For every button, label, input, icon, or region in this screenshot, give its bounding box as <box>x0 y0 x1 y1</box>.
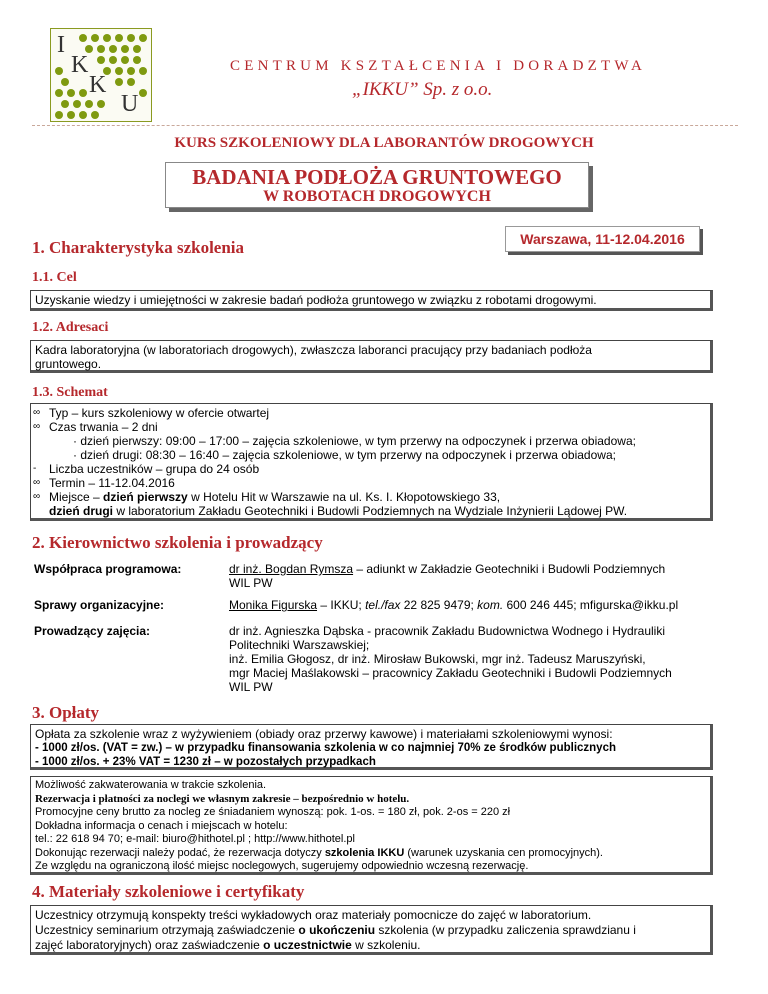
fees-line: - 1000 zł/os. (VAT = zw.) – w przypadku finansowania szkolenia w co najmniej 70% ze środków publicznych <box>35 742 617 754</box>
hotel-line: Ze względu na ograniczoną ilość miejsc noclegowych, sugerujemy odpowiednio wczesną rezerwację. <box>35 860 529 872</box>
row-label: Prowadzący zajęcia: <box>34 624 151 638</box>
row-value: dr inż. Agnieszka Dąbska - pracownik Zakładu Budownictwa Wodnego i Hydrauliki Politechniki Warszawskiej; inż. Emilia Głogosz, dr inż. Mirosław Bukowski, mgr inż. Tadeusz Maruszyński, mgr Maciej Maślakowski – pracownicy Zakładu Geotechniki i Budowli Podziemnych WIL PW <box>229 624 672 694</box>
org-subtitle: „IKKU” Sp. z o.o. <box>352 79 493 100</box>
hotel-box <box>30 776 713 875</box>
schemat-item-cont: dzień drugi w laboratorium Zakładu Geotechniki i Budowli Podziemnych na Wydziale Inżynierii Lądowej PW. <box>49 504 628 518</box>
section-1-heading: 1. Charakterystyka szkolenia <box>32 238 245 257</box>
schemat-box <box>30 403 713 521</box>
section-1-2-heading: 1.2. Adresaci <box>32 320 109 335</box>
logo-letter: U <box>121 91 139 117</box>
logo-letter: K <box>71 52 89 78</box>
schemat-item: Czas trwania – 2 dni <box>49 420 158 434</box>
materials-line: Uczestnicy otrzymują konspekty treści wykładowych oraz materiały pomocnicze do zajęć w laboratorium. <box>35 908 592 922</box>
hotel-line: Dokonując rezerwacji należy podać, że rezerwacja dotyczy szkolenia IKKU (warunek uzyskania cen promocyjnych). <box>35 846 603 859</box>
adresaci-line: Kadra laboratoryjna (w laboratoriach drogowych), zwłaszcza laboranci pracujący przy badaniach podłoża <box>35 343 592 357</box>
header-divider <box>32 125 738 126</box>
section-4-heading: 4. Materiały szkoleniowe i certyfikaty <box>32 882 305 901</box>
cel-text: Uzyskanie wiedzy i umiejętności w zakresie badań podłoża gruntowego w związku z robotami drogowymi. <box>35 293 597 307</box>
date-location: Warszawa, 11-12.04.2016 <box>505 226 700 252</box>
org-name: CENTRUM KSZTAŁCENIA I DORADZTWA <box>230 58 647 74</box>
logo-letter: K <box>89 72 107 98</box>
bullet-icon: ∞ <box>33 491 41 502</box>
section-1-3-heading: 1.3. Schemat <box>32 385 108 400</box>
row-value: Monika Figurska – IKKU; tel./fax 22 825 9479; kom. 600 246 445; mfigurska@ikku.pl <box>229 598 679 612</box>
dash-icon: - <box>33 463 37 474</box>
bullet-icon: ∞ <box>33 421 41 432</box>
section-2-heading: 2. Kierownictwo szkolenia i prowadzący <box>32 533 323 552</box>
materials-line: zajęć laboratoryjnych) oraz zaświadczenie o uczestnictwie w szkoleniu. <box>35 938 421 952</box>
hotel-line: Możliwość zakwaterowania w trakcie szkolenia. <box>35 779 267 791</box>
course-type: KURS SZKOLENIOWY DLA LABORANTÓW DROGOWYCH <box>174 135 594 151</box>
hotel-line: Dokładna informacja o cenach i miejscach w hotelu: <box>35 819 288 832</box>
fees-line: - 1000 zł/os. + 23% VAT = 1230 zł – w pozostałych przypadkach <box>35 756 376 768</box>
row-label: Współpraca programowa: <box>34 562 182 576</box>
schemat-subitem: · dzień pierwszy: 09:00 – 17:00 – zajęcia szkoleniowe, w tym przerwy na odpoczynek i przerwa obiadowa; <box>73 434 636 448</box>
schemat-subitem: · dzień drugi: 08:30 – 16:40 – zajęcia szkoleniowe, w tym przerwy na odpoczynek i przerwa obiadowa; <box>73 448 616 462</box>
adresaci-box <box>30 340 713 373</box>
section-1-1-heading: 1.1. Cel <box>32 270 77 285</box>
company-logo <box>50 28 152 122</box>
hotel-line: Rezerwacja i płatności za noclegi we własnym zakresie – bezpośrednio w hotelu. <box>35 792 410 805</box>
management-table <box>30 562 716 694</box>
title-box <box>165 162 589 208</box>
hotel-line: Promocyjne ceny brutto za nocleg ze śniadaniem wynoszą: pok. 1-os. = 180 zł, pok. 2-os = 220 zł <box>35 806 511 818</box>
schemat-item: Miejsce – dzień pierwszy w Hotelu Hit w Warszawie na ul. Ks. I. Kłopotowskiego 33, <box>49 490 501 504</box>
fees-box <box>30 724 713 770</box>
schemat-item: Termin – 11-12.04.2016 <box>49 476 175 490</box>
bullet-icon: ∞ <box>33 407 41 418</box>
fees-line: Opłata za szkolenie wraz z wyżywieniem (obiady oraz przerwy kawowe) i materiałami szkoleniowymi wynosi: <box>35 727 613 741</box>
materials-box <box>30 905 713 955</box>
section-3-heading: 3. Opłaty <box>32 703 100 722</box>
schemat-item: Typ – kurs szkoleniowy w ofercie otwartej <box>49 406 270 420</box>
row-value: dr inż. Bogdan Rymsza – adiunkt w Zakładzie Geotechniki i Budowli Podziemnych WIL PW <box>229 562 666 590</box>
title-line-2: W ROBOTACH DROGOWYCH <box>263 188 491 205</box>
cel-box <box>30 290 713 311</box>
materials-line: Uczestnicy seminarium otrzymają zaświadczenie o ukończeniu szkolenia (w przypadku zaliczenia sprawdzianu i <box>35 923 636 937</box>
schemat-item: Liczba uczestników – grupa do 24 osób <box>49 462 260 476</box>
adresaci-line: gruntowego. <box>35 357 102 371</box>
bullet-icon: ∞ <box>33 477 41 488</box>
title-line-1: BADANIA PODŁOŻA GRUNTOWEGO <box>192 165 562 189</box>
logo-letter: I <box>57 32 65 58</box>
row-label: Sprawy organizacyjne: <box>34 598 165 612</box>
hotel-line: tel.: 22 618 94 70; e-mail: biuro@hithotel.pl ; http://www.hithotel.pl <box>35 833 355 845</box>
